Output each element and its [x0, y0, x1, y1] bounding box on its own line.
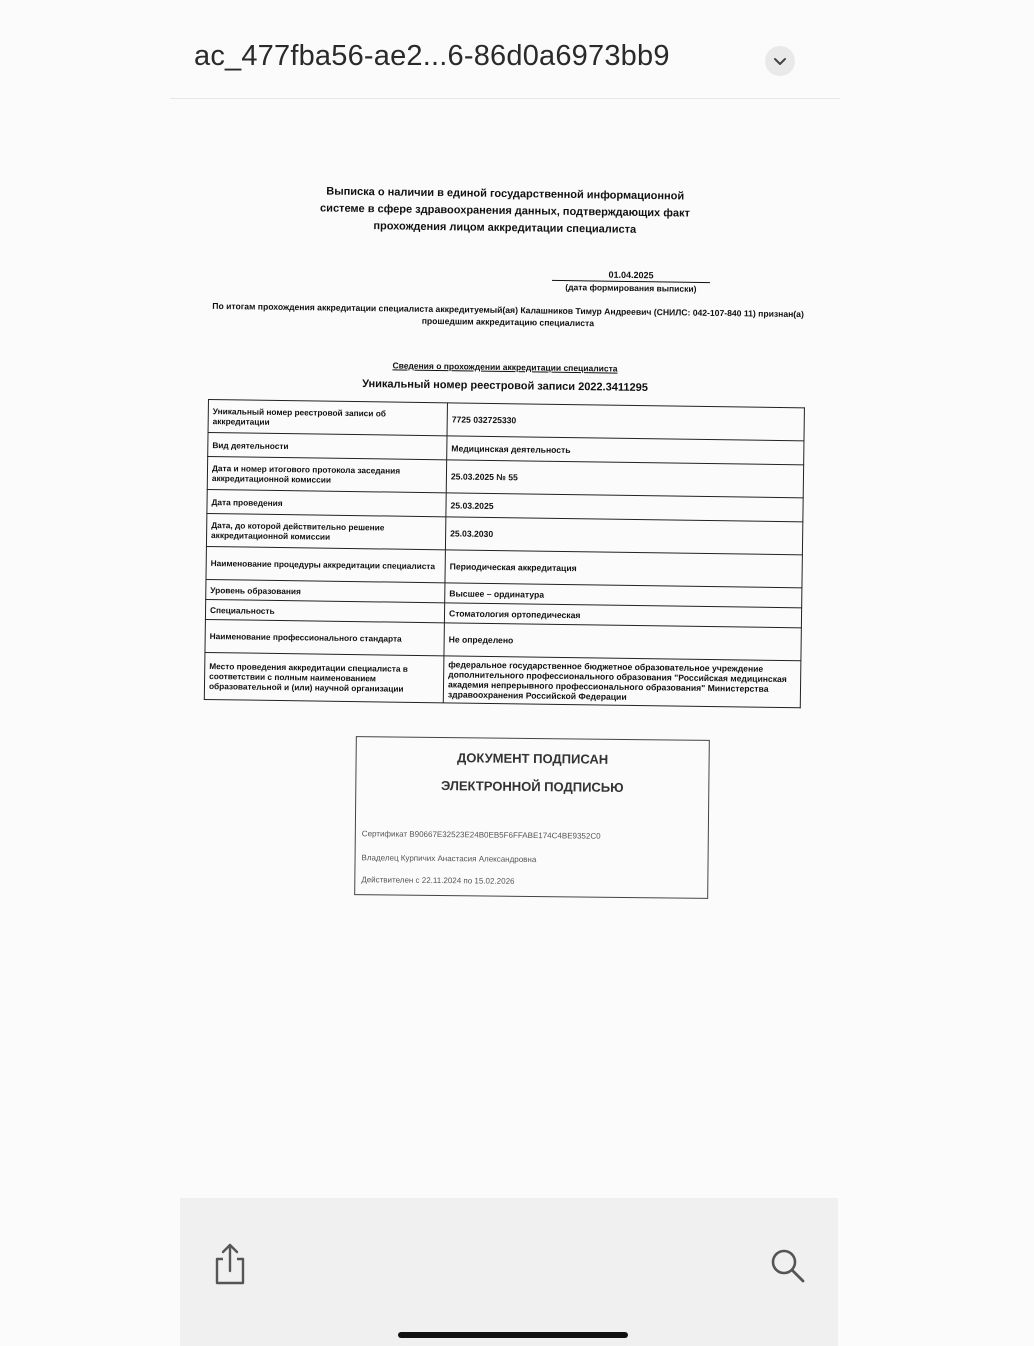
share-icon: [210, 1241, 250, 1287]
row-label: Место проведения аккредитации специалиста в соответствии с полным наименованием образовательной и (или) научной организации: [204, 652, 444, 702]
row-label: Дата проведения: [207, 489, 446, 516]
document-page: [0, 98, 1034, 1198]
accreditation-table: [204, 399, 805, 708]
row-value: Медицинская деятельность: [447, 436, 804, 465]
signature-certificate: Сертификат B90667E32523E24B0EB5F6FFABE174C4BE9352C0: [361, 829, 601, 841]
title-line: Выписка о наличии в единой государственной информационной: [326, 185, 685, 203]
home-indicator: [398, 1332, 628, 1338]
document-title: [290, 183, 721, 240]
row-label: Дата, до которой действительно решение аккредитационной комиссии: [206, 513, 445, 549]
row-label: Дата и номер итогового протокола заседания аккредитационной комиссии: [207, 457, 446, 493]
row-value: Периодическая аккредитация: [445, 550, 802, 588]
registry-number: Уникальный номер реестровой записи 2022.3411295: [362, 378, 648, 394]
share-button[interactable]: [210, 1241, 250, 1287]
intro-text: По итогам прохождения аккредитации специалиста аккредитуемый(ая) Калашников Тимур Андреевич (СНИЛС: 042-107-840 11) признан(а) прошедшим аккредитацию специалиста: [212, 300, 804, 328]
row-value: 25.03.2030: [445, 517, 802, 555]
file-menu-button[interactable]: [765, 46, 795, 76]
row-value: Высшее – ординатура: [445, 583, 802, 608]
row-value: 25.03.2025: [446, 493, 803, 522]
issue-date-caption: (дата формирования выписки): [565, 282, 697, 294]
title-line: системе в сфере здравоохранения данных, подтверждающих факт: [320, 202, 690, 220]
row-label: Вид деятельности: [208, 433, 447, 460]
table-row: [204, 652, 801, 707]
signature-heading: ДОКУМЕНТ ПОДПИСАН: [456, 750, 609, 767]
row-value: Стоматология ортопедическая: [444, 603, 801, 628]
row-label: Уровень образования: [206, 579, 445, 602]
row-value: 25.03.2025 № 55: [446, 460, 803, 498]
search-icon: [768, 1246, 808, 1286]
row-value: 7725 032725330: [447, 403, 804, 441]
issue-date: [552, 269, 710, 294]
file-header: [170, 20, 840, 99]
title-line: прохождения лицом аккредитации специалиста: [373, 220, 637, 236]
row-value: федеральное государственное бюджетное образовательное учреждение дополнительного профессионального образования "Российская медицинская академия непрерывного профессионального образования" Министерства здравоохранения Российской Федерации: [443, 656, 801, 708]
bottom-toolbar: [180, 1198, 838, 1346]
row-label: Наименование процедуры аккредитации специалиста: [206, 546, 445, 582]
signature-stamp: [354, 736, 710, 899]
chevron-down-icon: [773, 54, 787, 68]
issue-date-value: 01.04.2025: [552, 269, 710, 283]
row-value: Не определено: [444, 623, 801, 661]
signature-owner: Владелец Курпичих Анастасия Александровна: [361, 853, 537, 865]
row-label: Специальность: [205, 599, 444, 622]
search-button[interactable]: [768, 1246, 808, 1286]
signature-validity: Действителен с 22.11.2024 по 15.02.2026: [361, 875, 515, 886]
signature-subheading: ЭЛЕКТРОННОЙ ПОДПИСЬЮ: [440, 778, 624, 795]
file-name: ac_477fba56-ae2...6-86d0a6973bb9: [194, 40, 670, 72]
row-label: Наименование профессионального стандарта: [205, 619, 444, 655]
section-title: Сведения о прохождении аккредитации специалиста: [392, 360, 618, 374]
row-label: Уникальный номер реестровой записи об аккредитации: [208, 400, 447, 436]
